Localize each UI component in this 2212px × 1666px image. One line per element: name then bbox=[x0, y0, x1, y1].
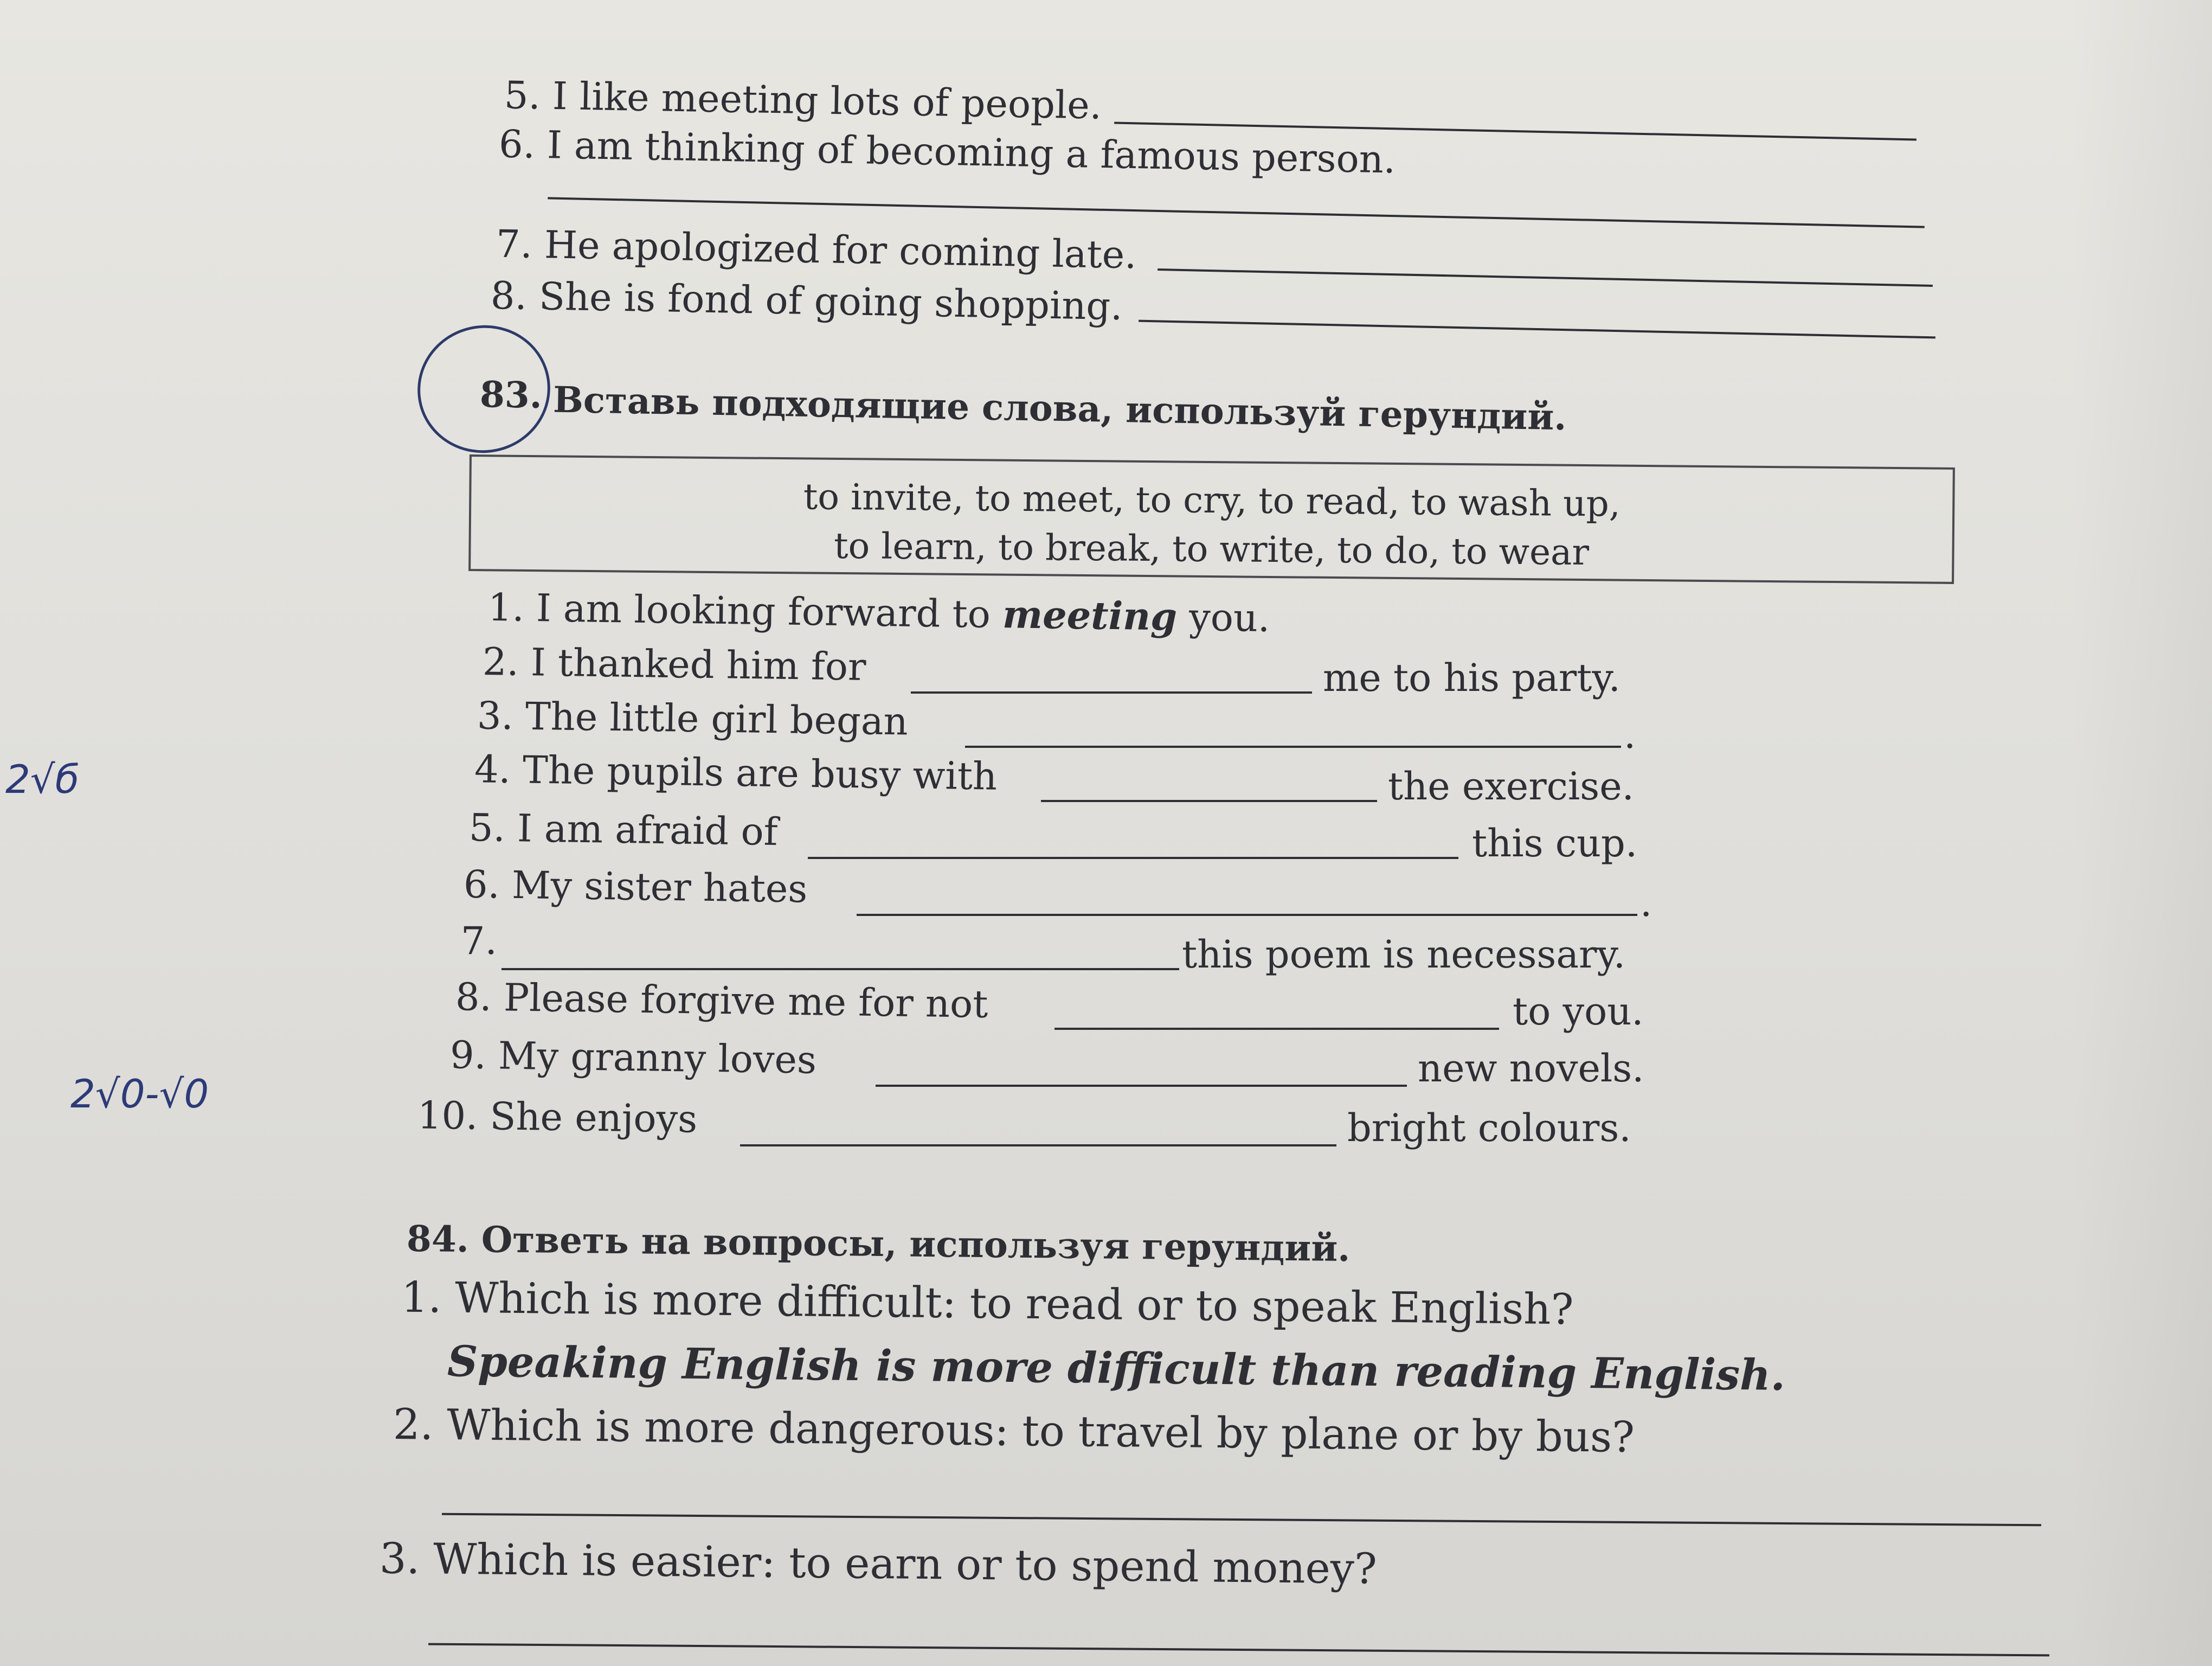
margin-note-1: 2√б bbox=[5, 757, 80, 802]
ex84-question-2: 2. Which is more dangerous: to travel by plane or by bus? bbox=[393, 1400, 1635, 1462]
ex83-answer-line-6[interactable] bbox=[857, 914, 1637, 916]
ex83-number: 83. bbox=[479, 373, 543, 416]
ex84-answer-line-3[interactable] bbox=[428, 1643, 2049, 1657]
ex83-sentence-1 bbox=[487, 585, 1270, 641]
ex82-answer-line-8[interactable] bbox=[1139, 320, 1935, 339]
ex84-question-1: 1. Which is more difficult: to read or to speak English? bbox=[401, 1273, 1574, 1335]
word-bank-line-2: to learn, to break, to write, to do, to wear bbox=[833, 524, 1590, 574]
ex84-question-3: 3. Which is easier: to earn or to spend money? bbox=[379, 1534, 1378, 1594]
ex83-sentence-10-prefix: 10. She enjoys bbox=[417, 1093, 698, 1142]
ex83-sentence-8-prefix: 8. Please forgive me for not bbox=[455, 975, 988, 1027]
ex83-answer-line-3[interactable] bbox=[965, 746, 1621, 748]
ex83-sentence-10-suffix: bright colours. bbox=[1347, 1106, 1631, 1150]
ex83-answer-line-9[interactable] bbox=[876, 1085, 1407, 1087]
ex83-sentence-4-prefix: 4. The pupils are busy with bbox=[474, 747, 998, 799]
ex84-answer-line-2[interactable] bbox=[442, 1513, 2041, 1527]
ex83-sentence-8-suffix: to you. bbox=[1513, 989, 1644, 1034]
s1-suffix: you. bbox=[1188, 594, 1270, 641]
ex84-heading: 84. Ответь на вопросы, используя герундий. bbox=[406, 1217, 1351, 1270]
ex83-sentence-3-suffix: . bbox=[1624, 713, 1636, 757]
ex82-sentence-5: 5. I like meeting lots of people. bbox=[504, 73, 1102, 128]
ex83-answer-line-4[interactable] bbox=[1041, 800, 1377, 802]
s1-prefix: 1. I am looking forward to bbox=[487, 585, 991, 637]
ex83-sentence-7-prefix: 7. bbox=[461, 919, 497, 963]
ex82-answer-line-6[interactable] bbox=[548, 197, 1925, 228]
ex83-sentence-2-suffix: me to his party. bbox=[1323, 656, 1621, 700]
ex83-sentence-5-suffix: this cup. bbox=[1472, 821, 1638, 866]
ex82-sentence-6: 6. I am thinking of becoming a famous person. bbox=[498, 121, 1396, 182]
ex84-answer-1: Speaking English is more difficult than reading English. bbox=[447, 1337, 1786, 1400]
ex83-answer-line-5[interactable] bbox=[808, 857, 1458, 859]
ex83-sentence-6-prefix: 6. My sister hates bbox=[463, 862, 808, 912]
ex83-answer-line-10[interactable] bbox=[740, 1144, 1336, 1146]
ex83-sentence-3-prefix: 3. The little girl began bbox=[477, 693, 909, 744]
ex83-sentence-2-prefix: 2. I thanked him for bbox=[482, 639, 867, 689]
ex83-answer-line-8[interactable] bbox=[1054, 1028, 1499, 1030]
ex82-answer-line-7[interactable] bbox=[1158, 268, 1933, 287]
ex83-answer-line-7[interactable] bbox=[501, 968, 1179, 970]
ex82-sentence-8: 8. She is fond of going shopping. bbox=[490, 273, 1123, 329]
ex83-sentence-9-suffix: new novels. bbox=[1418, 1046, 1644, 1091]
ex82-sentence-7: 7. He apologized for coming late. bbox=[496, 221, 1137, 278]
ex83-sentence-7-suffix: this poem is necessary. bbox=[1182, 932, 1626, 977]
ex83-sentence-4-suffix: the exercise. bbox=[1388, 764, 1634, 809]
page-edge-shadow bbox=[2071, 0, 2212, 1666]
ex83-sentence-5-prefix: 5. I am afraid of bbox=[468, 805, 779, 854]
ex83-sentence-9-prefix: 9. My granny loves bbox=[449, 1033, 817, 1082]
ex83-answer-line-2[interactable] bbox=[911, 691, 1312, 694]
ex83-instruction: Вставь подходящие слова, используй герундий. bbox=[552, 378, 1567, 439]
s1-answer: meeting bbox=[1002, 592, 1178, 639]
word-bank-line-1: to invite, to meet, to cry, to read, to wash up, bbox=[803, 476, 1621, 525]
margin-note-2: 2√0-√0 bbox=[70, 1071, 209, 1117]
word-bank-box bbox=[468, 454, 1955, 584]
ex83-sentence-6-suffix: . bbox=[1640, 881, 1652, 925]
